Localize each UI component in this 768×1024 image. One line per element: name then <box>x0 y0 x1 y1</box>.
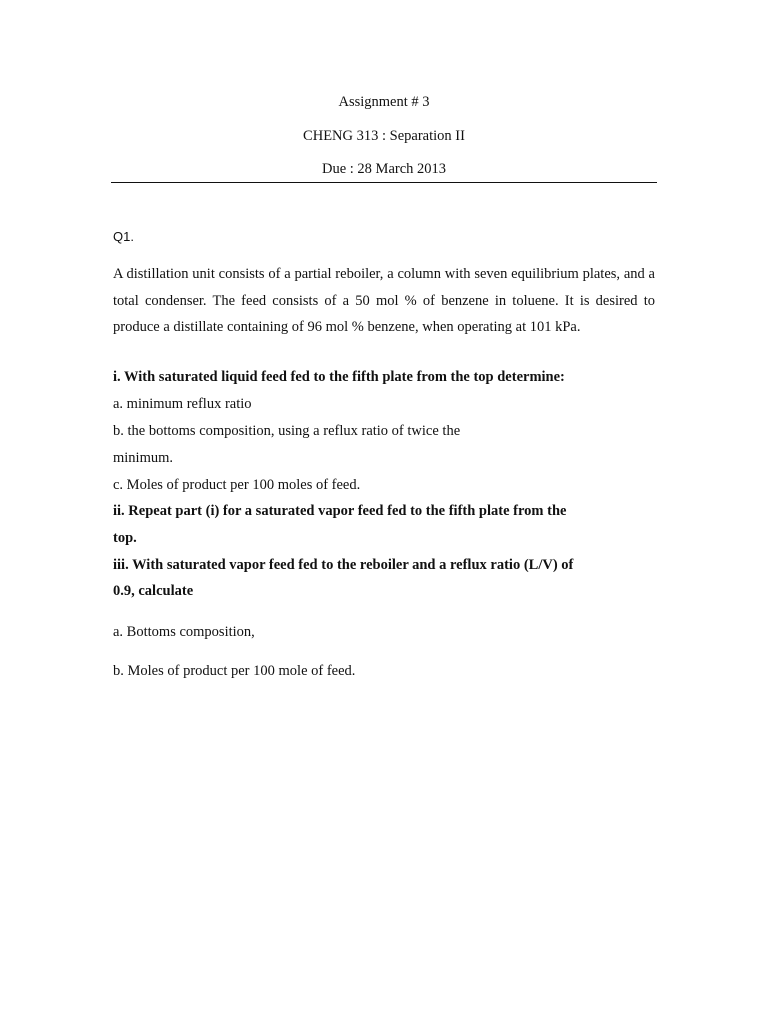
part-ii-line2: top. <box>113 530 137 546</box>
question-label: Q1. <box>113 229 134 244</box>
part-i-heading: i. With saturated liquid feed fed to the fifth plate from the top determine: <box>113 369 565 385</box>
header-divider <box>111 182 657 183</box>
part-iii-line2: 0.9, calculate <box>113 583 194 599</box>
due-date: Due : 28 March 2013 <box>321 161 447 177</box>
part-i-item-c: c. Moles of product per 100 moles of feed. <box>113 477 361 493</box>
part-i-item-b-line1: b. the bottoms composition, using a reflux ratio of twice the <box>113 423 461 439</box>
part-iii-line1: iii. With saturated vapor feed fed to the reboiler and a reflux ratio (L/V) of <box>113 557 574 573</box>
part-iii-item-b: b. Moles of product per 100 mole of feed. <box>113 663 356 679</box>
part-i-item-b-line2: minimum. <box>113 450 174 466</box>
course-title: CHENG 313 : Separation II <box>303 128 465 144</box>
part-i-item-a: a. minimum reflux ratio <box>113 396 252 412</box>
part-ii-line1: ii. Repeat part (i) for a saturated vapor feed fed to the fifth plate from the <box>113 503 567 519</box>
assignment-title: Assignment # 3 <box>338 94 430 110</box>
question-intro: A distillation unit consists of a partial reboiler, a column with seven equilibrium plates, and a total condenser. The feed consists of a 50 mol % of benzene in toluene. It is desired to produce a distillate containing of 96 mol % benzene, when operating at 101 kPa. <box>113 266 655 335</box>
part-iii-item-a: a. Bottoms composition, <box>113 624 255 640</box>
